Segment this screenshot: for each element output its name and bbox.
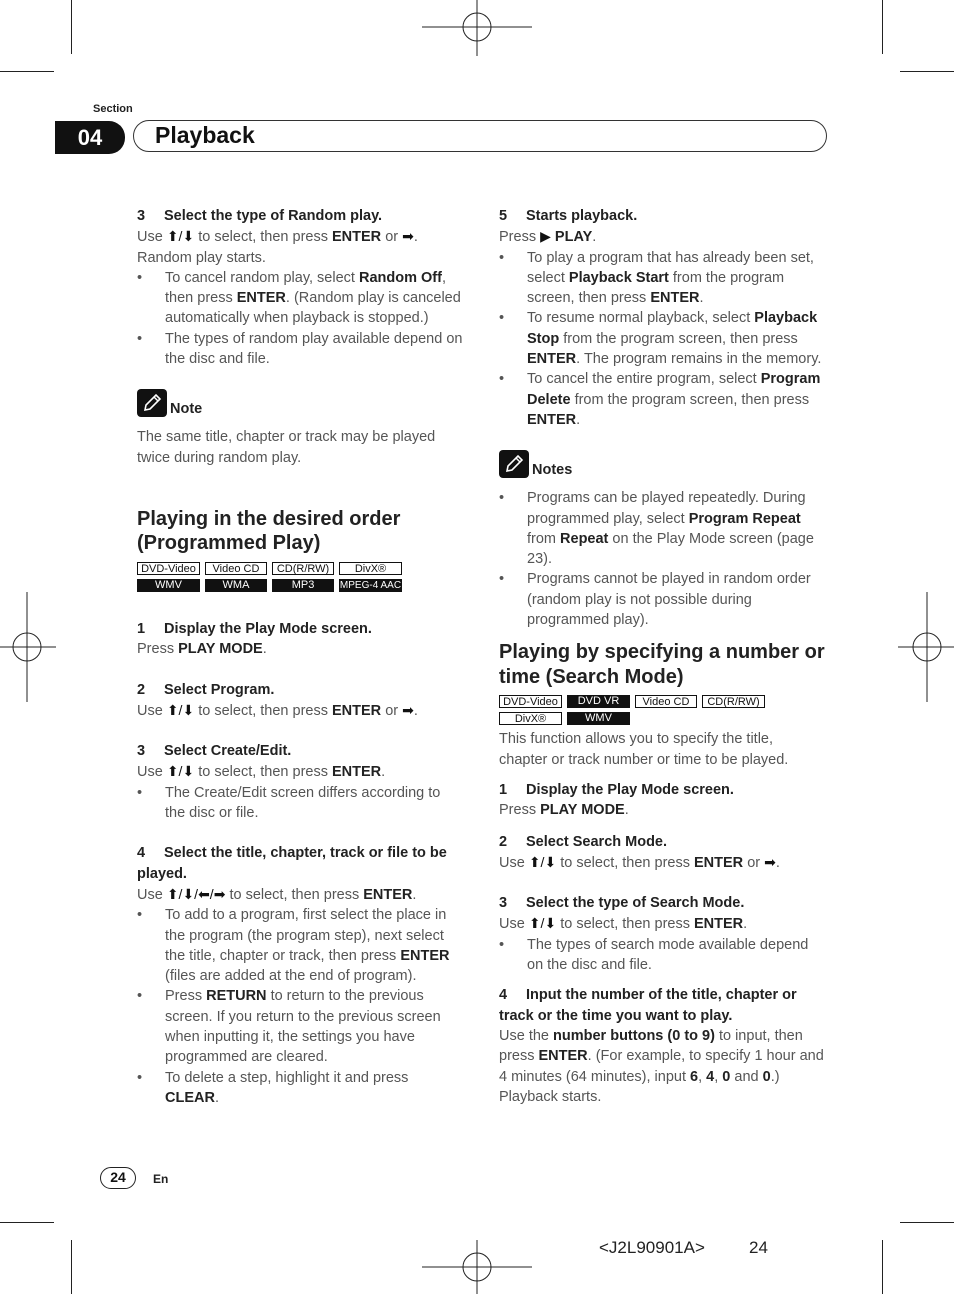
step-result: Random play starts. — [137, 249, 266, 266]
right-arrow-icon: ➡ — [402, 228, 414, 245]
notes-header: Notes — [499, 450, 825, 478]
right-arrow-icon: ➡ — [764, 853, 776, 870]
step-heading: 2 Select Search Mode. — [499, 833, 668, 850]
up-down-arrow-icon: ⬆/⬇ — [528, 915, 557, 932]
up-down-arrow-icon: ⬆/⬇ — [166, 701, 195, 718]
step-heading: 4 Select the title, chapter, track or file to be played. — [137, 845, 447, 882]
disc-tag: DivX® — [499, 712, 562, 725]
disc-tag: CD(R/RW) — [272, 562, 334, 575]
left-column — [137, 206, 463, 1108]
disc-tag: DVD-Video — [499, 695, 562, 708]
step-heading: 3 Select Create/Edit. — [137, 743, 292, 760]
list-item: • To play a program that has already been set, select Playback Start from the program screen, then press ENTER. — [499, 248, 825, 309]
disc-tags — [499, 695, 769, 725]
up-down-arrow-icon: ⬆/⬇ — [166, 228, 195, 245]
step-result: Playback starts. — [499, 1088, 602, 1105]
up-down-arrow-icon: ⬆/⬇ — [166, 763, 195, 780]
registration-mark-top — [422, 0, 532, 56]
note-text: The same title, chapter or track may be played twice during random play. — [137, 429, 436, 466]
play-icon: ▶ — [540, 228, 551, 245]
list-item: • Programs cannot be played in random order (random play is not possible during programmed play). — [499, 569, 825, 630]
document-page: 24 — [749, 1238, 768, 1257]
section-number: 04 — [55, 121, 125, 154]
disc-tag: DivX® — [339, 562, 402, 575]
note-pencil-icon — [499, 450, 529, 478]
intro-text: This function allows you to specify the title, chapter or track number or time to be played. — [499, 731, 789, 768]
section-heading: Playing by specifying a number or time (Search Mode) — [499, 641, 825, 688]
page-number: 24 — [100, 1167, 136, 1189]
list-item: • To cancel the entire program, select Program Delete from the program screen, then press ENTER. — [499, 369, 825, 430]
disc-tags — [137, 562, 407, 592]
list-item: • Press RETURN to return to the previous screen. If you return to the previous screen when inputting it, the settings you have programmed are cleared. — [137, 986, 463, 1067]
file-tag: WMV — [567, 712, 630, 725]
list-item: • Programs can be played repeatedly. During programmed play, select Program Repeat from Repeat on the Play Mode screen (page 23). — [499, 488, 825, 569]
registration-mark-left — [0, 592, 56, 702]
registration-mark-right — [898, 592, 954, 702]
step-body: Use ⬆/⬇ to select, then press ENTER or ➡. — [499, 853, 780, 871]
language-label: En — [153, 1172, 169, 1186]
disc-tag: CD(R/RW) — [702, 695, 765, 708]
note-header: Note — [137, 389, 463, 417]
list-item: • The types of search mode available depend on the disc and file. — [499, 935, 825, 976]
step-heading: 5 Starts playback. — [499, 208, 638, 224]
step-body: Use ⬆/⬇/⬅/➡ to select, then press ENTER. — [137, 885, 417, 903]
list-item: • To cancel random play, select Random Off, then press ENTER. (Random play is canceled automatically when playback is stopped.) — [137, 268, 463, 329]
disc-tag: DVD VR — [567, 695, 630, 708]
file-tag: WMV — [137, 579, 200, 592]
list-item: • The types of random play available depend on the disc and file. — [137, 329, 463, 370]
list-item: • To add to a program, first select the place in the program (the program step), next select the title, chapter or track, then press ENTER (files are added at the end of program). — [137, 905, 463, 986]
step-heading: 1 Display the Play Mode screen. — [499, 781, 734, 798]
note-pencil-icon — [137, 389, 167, 417]
step-heading: 3 Select the type of Search Mode. — [499, 895, 745, 912]
list-item: • To resume normal playback, select Playback Stop from the program screen, then press ENTER. The program remains in the memory. — [499, 308, 825, 369]
right-column — [499, 206, 825, 1107]
step-body: Press ▶ PLAY. — [499, 228, 597, 246]
section-label: Section — [93, 103, 133, 115]
step-body: Use ⬆/⬇ to select, then press ENTER or ➡. — [137, 701, 418, 719]
four-way-arrow-icon: ⬆/⬇/⬅/➡ — [166, 885, 226, 902]
step-body: Use ⬆/⬇ to select, then press ENTER. — [499, 915, 748, 933]
page-title: Playback — [155, 122, 255, 148]
list-item: • The Create/Edit screen differs according to the disc or file. — [137, 783, 463, 824]
step-body: Use the number buttons (0 to 9) to input, then press ENTER. (For example, to specify 1 hour and 4 minutes (64 minutes), input 6, 4, 0 and 0.) — [499, 1027, 824, 1085]
step-heading: 2 Select Program. — [137, 681, 275, 698]
disc-tag: DVD-Video — [137, 562, 200, 575]
registration-mark-bottom — [422, 1240, 532, 1294]
document-id: <J2L90901A> — [599, 1238, 705, 1257]
step-heading: 3 Select the type of Random play. — [137, 208, 383, 224]
disc-tag: Video CD — [635, 695, 697, 708]
step-body: Use ⬆/⬇ to select, then press ENTER. — [137, 763, 386, 781]
step-heading: 1 Display the Play Mode screen. — [137, 620, 372, 637]
step-body: Press PLAY MODE. — [499, 802, 629, 819]
file-tag: MPEG-4 AAC — [339, 579, 402, 591]
disc-tag: Video CD — [205, 562, 267, 575]
file-tag: WMA — [205, 579, 267, 592]
step-body: Use ⬆/⬇ to select, then press ENTER or ➡. — [137, 228, 418, 246]
up-down-arrow-icon: ⬆/⬇ — [528, 853, 557, 870]
right-arrow-icon: ➡ — [402, 701, 414, 718]
list-item: • To delete a step, highlight it and press CLEAR. — [137, 1068, 463, 1109]
step-heading: 4 Input the number of the title, chapter or track or the time you want to play. — [499, 987, 797, 1024]
file-tag: MP3 — [272, 579, 334, 592]
step-body: Press PLAY MODE. — [137, 641, 267, 658]
section-heading: Playing in the desired order (Programmed Play) — [137, 507, 401, 555]
